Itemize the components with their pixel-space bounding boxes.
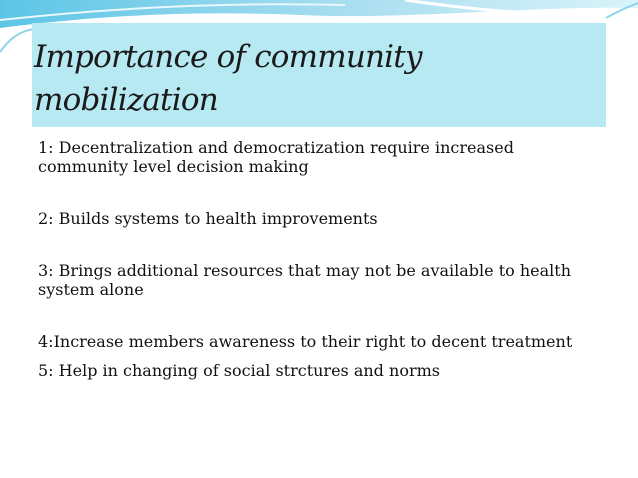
list-item: 2: Builds systems to health improvements (38, 209, 378, 228)
list-item: 4:Increase members awareness to their right to decent treatment (38, 332, 573, 351)
list-spacer (38, 351, 598, 361)
list-item: 5: Help in changing of social strctures and norms (38, 361, 440, 380)
list-spacer (38, 228, 598, 261)
slide-title: Importance of community mobilization (34, 39, 422, 118)
list-spacer (38, 299, 598, 332)
list-item: 1: Decentralization and democratization require increased community level decision making (38, 138, 514, 176)
importance-list (38, 138, 598, 380)
list-spacer (38, 176, 598, 209)
list-item: 3: Brings additional resources that may not be available to health system alone (38, 261, 572, 299)
